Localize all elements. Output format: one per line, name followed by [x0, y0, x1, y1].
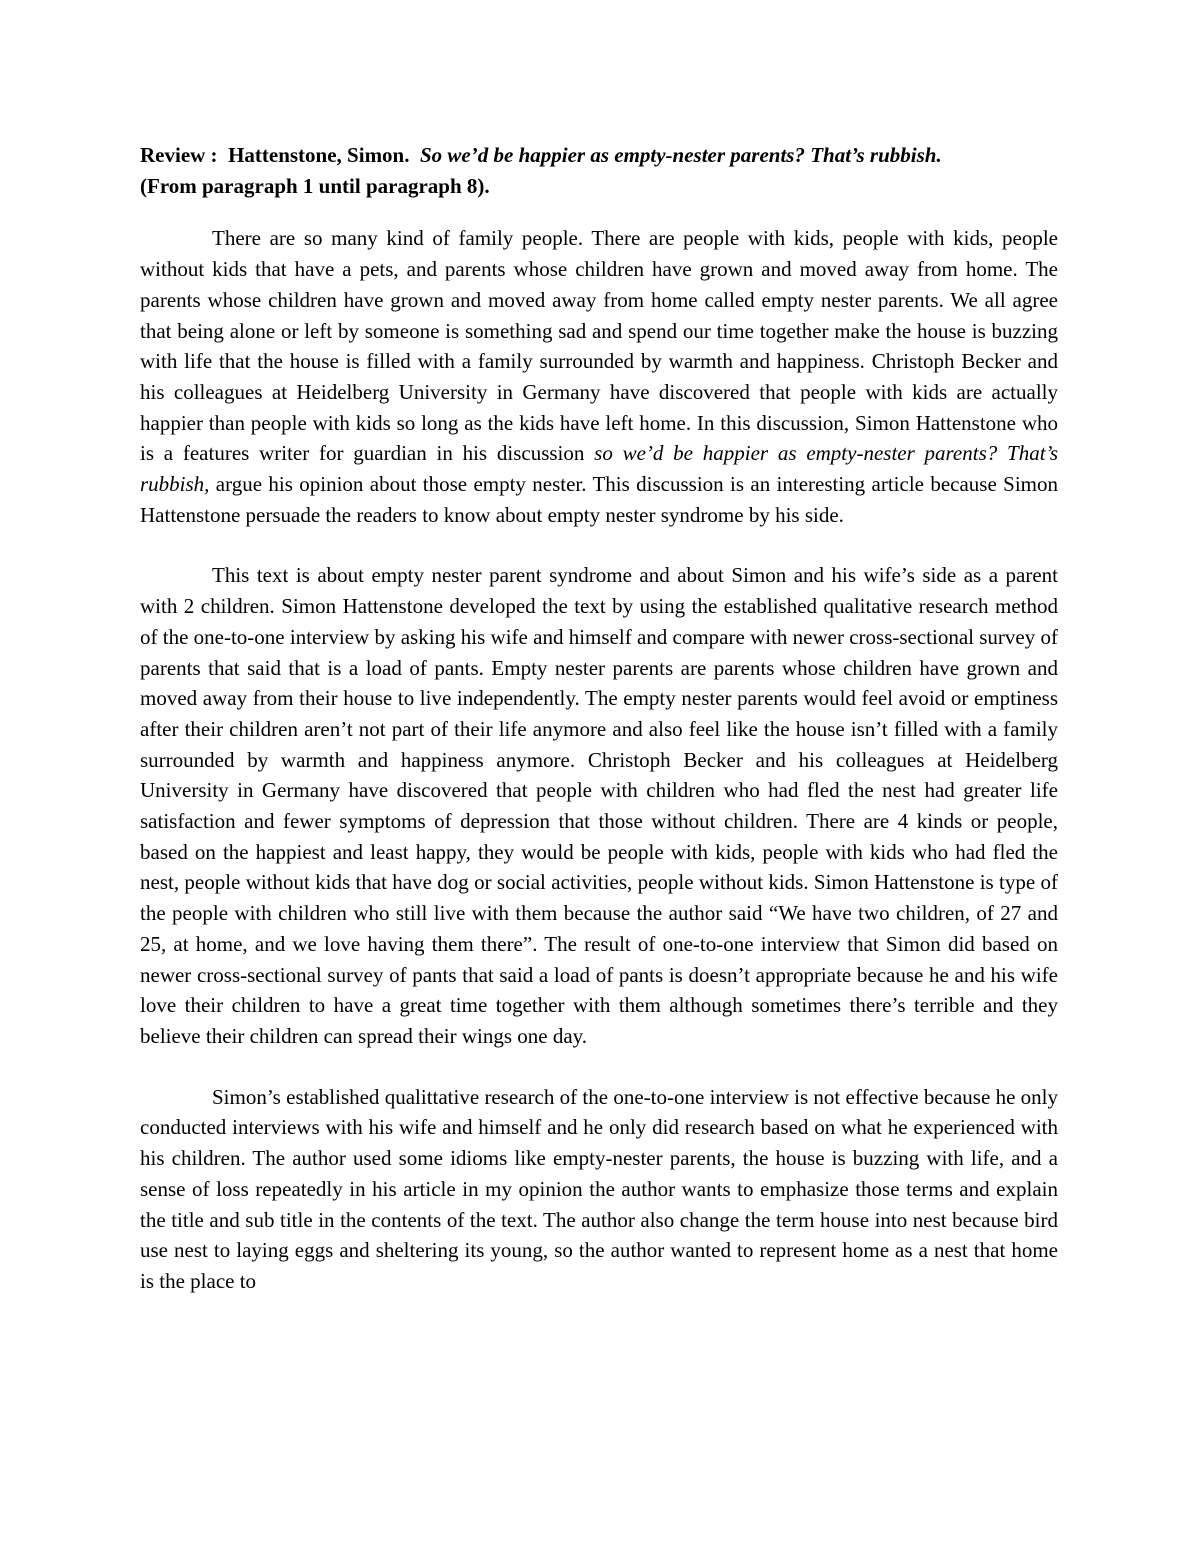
- review-label: Review :: [140, 143, 218, 167]
- review-title: So we’d be happier as empty-nester parents? That’s rubbish.: [420, 143, 942, 167]
- paragraph-1-italic-title: so we’d be happier as empty-nester parents? That’s rubbish,: [140, 441, 1058, 497]
- review-heading: [140, 140, 1058, 201]
- paragraph-2: This text is about empty nester parent syndrome and about Simon and his wife’s side as a parent with 2 children. Simon Hattenstone developed the text by using the established qualitative research method of the one-to-one interview by asking his wife and himself and compare with newer cross-sectional survey of parents that said that is a load of pants. Empty nester parents are parents whose children have grown and moved away from their house to live independently. The empty nester parents would feel avoid or emptiness after their children aren’t not part of their life anymore and also feel like the house isn’t filled with a family surrounded by warmth and happiness anymore. Christoph Becker and his colleagues at Heidelberg University in Germany have discovered that people with children who had fled the nest had greater life satisfaction and fewer symptoms of depression that those without children. There are 4 kinds or people, based on the happiest and least happy, they would be people with kids, people with kids who had fled the nest, people without kids that have dog or social activities, people without kids. Simon Hattenstone is type of the people with children who still live with them because the author said “We have two children, of 27 and 25, at home, and we love having them there”. The result of one-to-one interview that Simon did based on newer cross-sectional survey of pants that said a load of pants is doesn’t appropriate because he and his wife love their children to have a great time together with them although sometimes there’s terrible and they believe their children can spread their wings one day.: [140, 563, 1058, 1048]
- paragraph-3: Simon’s established qualittative research of the one-to-one interview is not effective because he only conducted interviews with his wife and himself and he only did research based on what he experienced with his children. The author used some idioms like empty-nester parents, the house is buzzing with life, and a sense of loss repeatedly in his article in my opinion the author wants to emphasize those terms and explain the title and sub title in the contents of the text. The author also change the term house into nest because bird use nest to laying eggs and sheltering its young, so the author wanted to represent home as a nest that home is the place to: [140, 1084, 1058, 1293]
- paragraph-1-text-a: There are so many kind of family people. There are people with kids, people with kids, people without kids that have a pets, and parents whose children have grown and moved away from home. The parents whose children have grown and moved away from home called empty nester parents. We all agree that being alone or left by someone is something sad and spend our time together make the house is buzzing with life that the house is filled with a family surrounded by warmth and happiness. Christoph Becker and his colleagues at Heidelberg University in Germany have discovered that people with kids are actually happier than people with kids so long as the kids have left home. In this discussion, Simon Hattenstone who is a features writer for guardian in his discussion: [140, 226, 1058, 466]
- paragraph-1-text-b: argue his opinion about those empty nester. This discussion is an interesting article because Simon Hattenstone persuade the readers to know about empty nester syndrome by his side.: [140, 472, 1058, 527]
- review-author: Hattenstone, Simon.: [228, 143, 410, 167]
- document-page: [140, 140, 1058, 1297]
- review-scope: (From paragraph 1 until paragraph 8).: [140, 173, 490, 198]
- paragraph-1: [140, 223, 1058, 530]
